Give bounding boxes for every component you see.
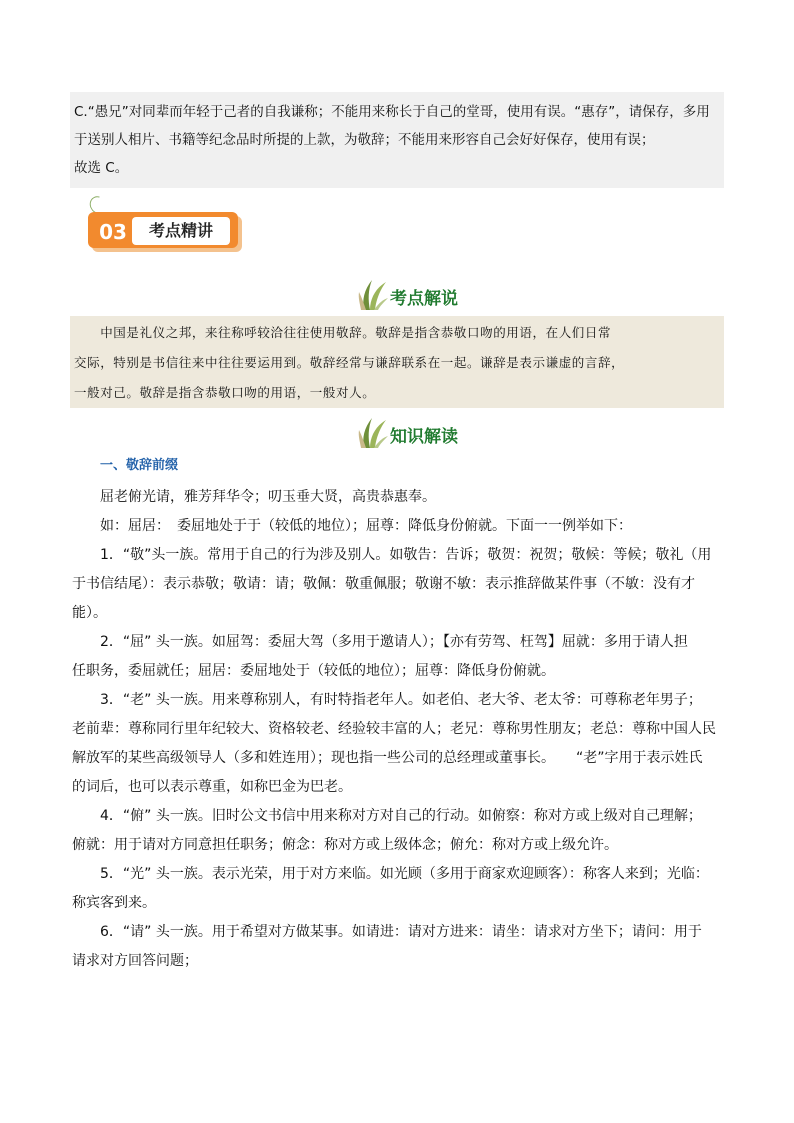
body-line: 1．“敬”头一族。常用于自己的行为涉及别人。如敬告：告诉；敬贺：祝贺；敬候：等候；敬礼（用 <box>100 547 712 563</box>
body-line: 老前辈：尊称同行里年纪较大、资格较老、经验较丰富的人；老兄：尊称男性朋友；老总：尊称中国人民 <box>72 721 716 737</box>
section-title: 知识解读 <box>390 427 458 447</box>
grass-icon <box>358 276 390 312</box>
section-badge <box>86 196 246 256</box>
explain-line: 交际，特别是书信往来中往往要运用到。敬辞经常与谦辞联系在一起。谦辞是表示谦虚的言辞， <box>74 355 625 370</box>
body-line: 于书信结尾）：表示恭敬；敬请：请；敬佩：敬重佩服；敬谢不敏：表示推辞做某件事（不敏：没有才 <box>72 576 695 592</box>
body-line: 称宾客到来。 <box>72 895 156 911</box>
body-line: 解放军的某些高级领导人（多和姓连用）；现也指一些公司的总经理或董事长。 “老”字用于表示姓氏 <box>72 750 703 766</box>
body-line: 俯就：用于请对方同意担任职务；俯念：称对方或上级体念；俯允：称对方或上级允许。 <box>72 837 618 853</box>
body-line: 请求对方回答问题； <box>72 953 198 969</box>
body-line: 如：屈居： 委屈地处于于（较低的地位）；屈尊：降低身份俯就。下面一一例举如下： <box>100 518 632 534</box>
grass-icon <box>358 414 390 450</box>
body-line: 能）。 <box>72 605 107 621</box>
body-line: 2．“屈” 头一族。如屈驾：委屈大驾（多用于邀请人）；【亦有劳驾、枉驾】屈就：多用于请人担 <box>100 634 688 650</box>
body-line: 4．“俯” 头一族。旧时公文书信中用来称对方对自己的行动。如俯察：称对方或上级对自己理解； <box>100 808 702 824</box>
answer-line: C.“愚兄”对同辈而年轻于己者的自我谦称；不能用来称长于自己的堂哥，使用有误。“惠存”，请保存，多用 <box>74 104 710 120</box>
answer-explanation-box <box>70 92 724 188</box>
section-heading-knowledge <box>358 414 498 450</box>
explain-line: 中国是礼仪之邦，来往称呼较洽往往使用敬辞。敬辞是指含恭敬口吻的用语，在人们日常 <box>74 325 612 340</box>
badge-number: 03 <box>99 220 127 244</box>
badge-label: 考点精讲 <box>132 217 230 245</box>
body-line: 任职务，委屈就任；屈居：委屈地处于（较低的地位）；屈尊：降低身份俯就。 <box>72 663 555 679</box>
sub-heading: 一、敬辞前缀 <box>100 458 179 473</box>
answer-line: 于送别人相片、书籍等纪念品时所提的上款，为敬辞；不能用来形容自己会好好保存，使用有误； <box>74 132 655 148</box>
body-line: 3．“老” 头一族。用来尊称别人，有时特指老年人。如老伯、老大爷、老太爷：可尊称老年男子； <box>100 692 702 708</box>
body-line: 5．“光” 头一族。表示光荣，用于对方来临。如光顾（多用于商家欢迎顾客）：称客人来到；光临： <box>100 866 709 882</box>
section-title: 考点解说 <box>390 289 458 309</box>
explanation-box <box>70 316 724 408</box>
section-heading-points <box>358 276 498 312</box>
body-text <box>72 483 730 976</box>
body-line: 的词后，也可以表示尊重，如称巴金为巴老。 <box>72 779 352 795</box>
answer-line: 故选 C。 <box>74 160 129 176</box>
knowledge-content <box>72 452 730 976</box>
body-line: 屈老俯光请，雅芳拜华令；叨玉垂大贤，高贵恭惠奉。 <box>100 489 436 505</box>
explain-line: 一般对己。敬辞是指含恭敬口吻的用语，一般对人。 <box>74 385 376 400</box>
body-line: 6．“请” 头一族。用于希望对方做某事。如请进：请对方进来：请坐：请求对方坐下；请问：用于 <box>100 924 702 940</box>
